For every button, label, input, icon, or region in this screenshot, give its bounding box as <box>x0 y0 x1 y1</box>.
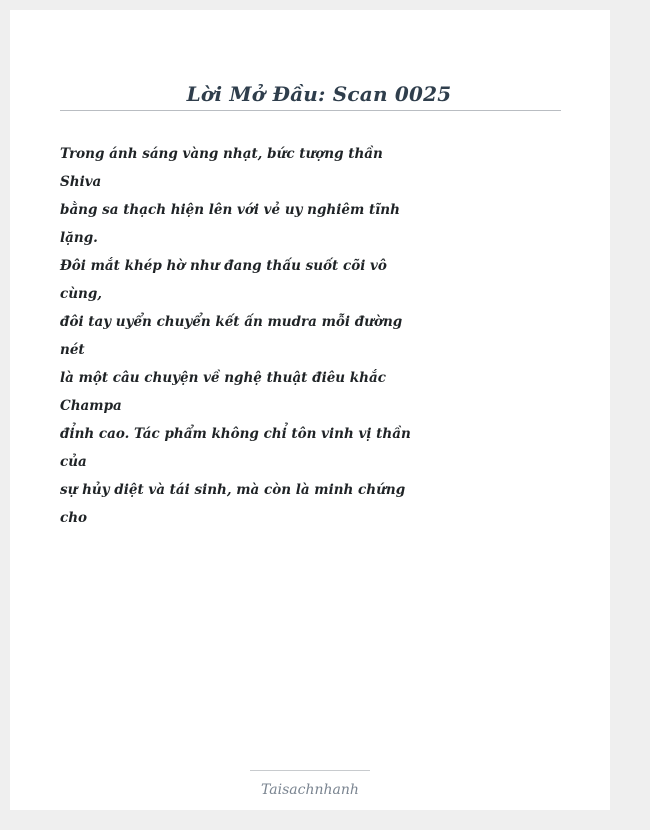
body-line: cùng, <box>60 286 102 302</box>
body-line: đôi tay uyển chuyển kết ấn mudra mỗi đường <box>60 314 403 330</box>
body-line: bằng sa thạch hiện lên với vẻ uy nghiêm tĩnh <box>60 202 400 218</box>
footer-publisher: Taisachnhanh <box>261 782 359 798</box>
document-page <box>10 10 610 810</box>
body-line: sự hủy diệt và tái sinh, mà còn là minh chứng <box>60 482 406 498</box>
page-title: Lời Mở Đầu: Scan 0025 <box>186 82 452 106</box>
body-line: Shiva <box>60 174 102 190</box>
body-line: của <box>60 454 87 470</box>
body-line: là một câu chuyện về nghệ thuật điêu khắc <box>60 370 386 386</box>
body-line: Champa <box>60 398 122 414</box>
body-line: Trong ánh sáng vàng nhạt, bức tượng thần <box>60 146 383 162</box>
title-divider <box>60 110 561 111</box>
body-line: lặng. <box>60 230 98 246</box>
window-background-strip <box>630 0 650 830</box>
footer-divider <box>250 770 370 771</box>
body-line: nét <box>60 342 85 358</box>
body-line: cho <box>60 510 88 526</box>
body-line: Đôi mắt khép hờ như đang thấu suốt cõi vô <box>60 258 387 274</box>
body-line: đỉnh cao. Tác phẩm không chỉ tôn vinh vị thần <box>60 426 411 442</box>
body-text <box>60 140 411 532</box>
